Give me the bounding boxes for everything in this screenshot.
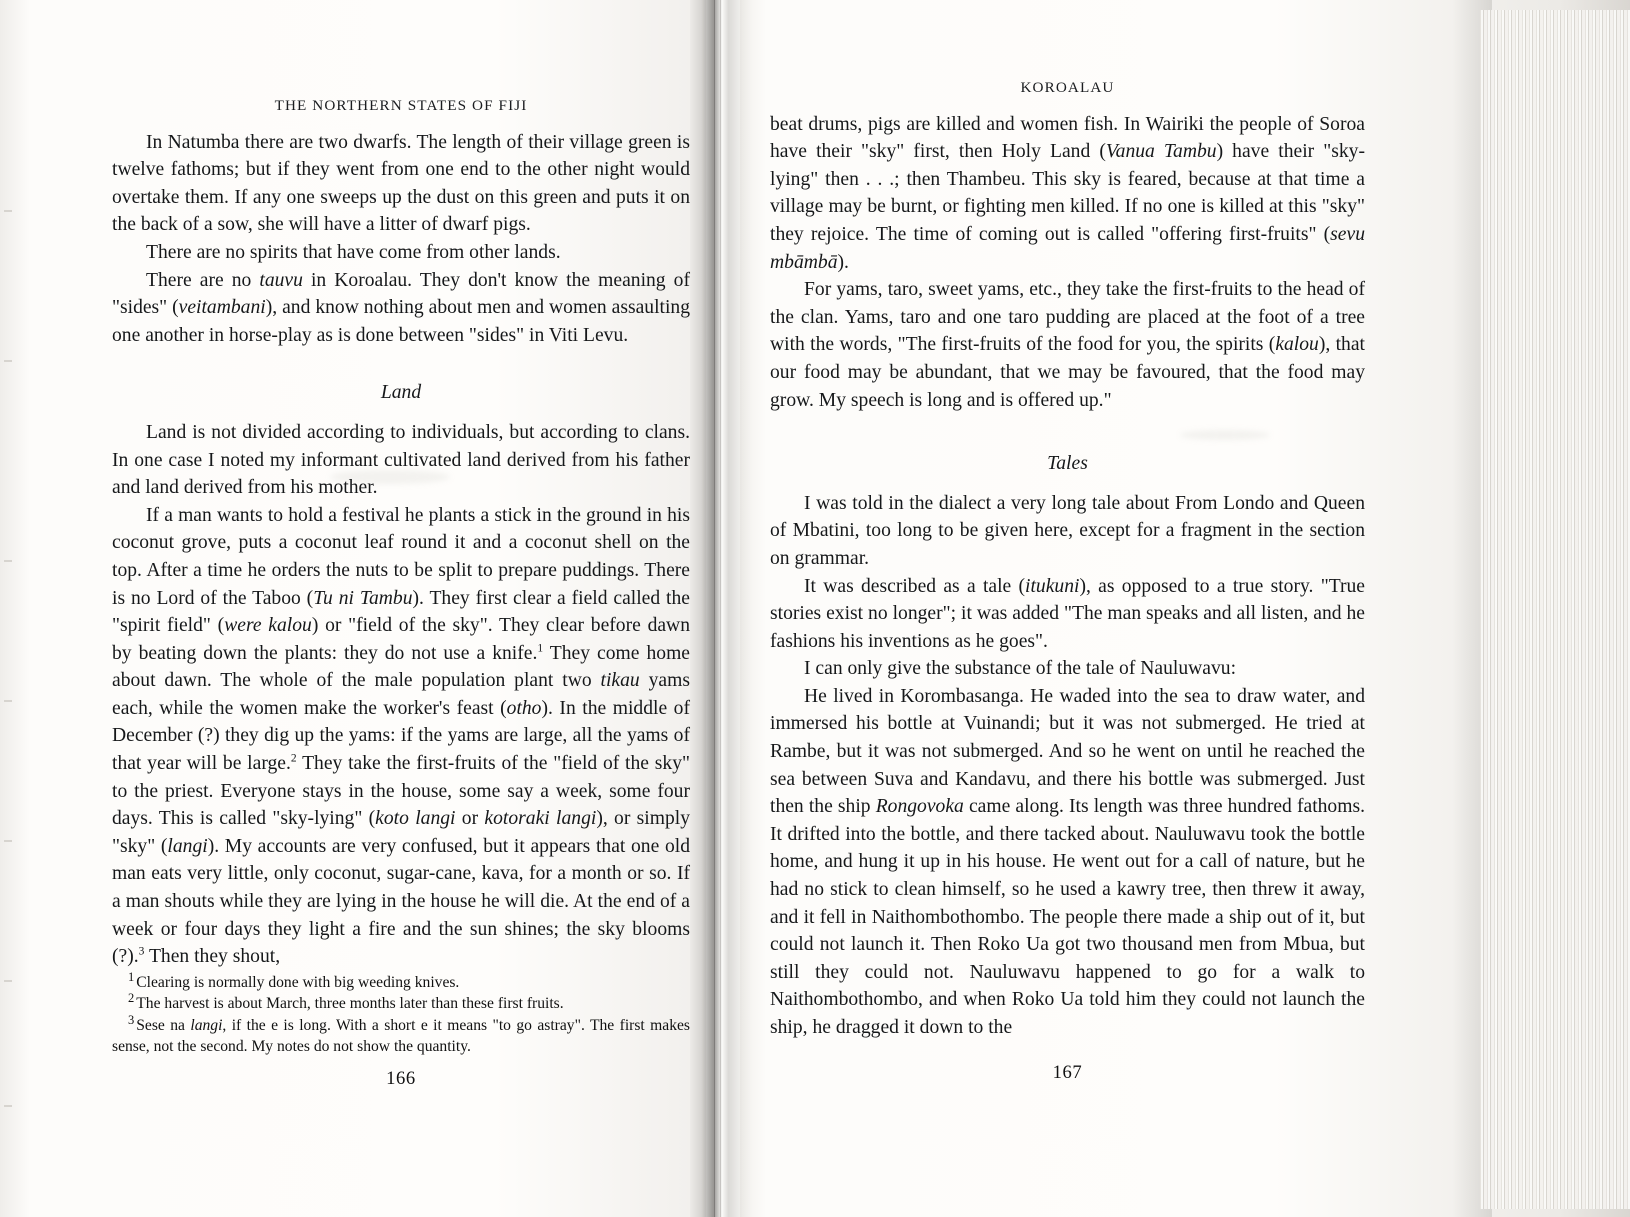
- left-page-column: [112, 92, 690, 971]
- footnote-marker-1: 1: [128, 969, 135, 984]
- footnote-item: [112, 969, 690, 993]
- footnote-item: [112, 993, 690, 1014]
- book-gutter: [690, 0, 752, 1217]
- paragraph: I was told in the dialect a very long tale about From Londo and Queen of Mbatini, too long to be given here, except for a fragment in the section on grammar.: [770, 492, 1365, 569]
- footnote-text: Sese na langi, if the e is long. With a short e it means "to go astray". The first makes sense, not the second. My notes do not show the quantity.: [112, 1016, 690, 1056]
- paragraph: There are no tauvu in Koroalau. They don't know the meaning of "sides" (veitambani), and know nothing about men and women assaulting one another in horse-play as is done between "sides" in Viti Levu.: [112, 269, 690, 346]
- paragraph: I can only give the substance of the tale of Nauluwavu:: [804, 658, 1237, 680]
- footnote-text: Clearing is normally done with big weeding knives.: [136, 974, 460, 991]
- paragraph: He lived in Korombasanga. He waded into the sea to draw water, and immersed his bottle at Vuinandi; but it was not submerged. He tried at Rambe, but it was not submerged. And so he went on until he reached the sea between Suva and Kandavu, and there his bottle was submerged. Just then the ship Rongovoka came along. Its length was three hundred fathoms. It drifted into the bottle, and there tacked about. Nauluwavu took the bottle home, and hung it up in his house. He went out for a call of nature, but he had no stick to clean himself, so he used a kawry tree, then threw it away, and it fell in Naithombothombo. The people there made a ship out of it, but could not launch it. Then Roko Ua got two thousand men from Mbua, but still they could not. Nauluwavu happened to go for a walk to Naithombothombo, and when Roko Ua told him they could not launch the ship, he dragged it down to the: [770, 685, 1365, 1038]
- paragraph: In Natumba there are two dwarfs. The length of their village green is twelve fathoms; but if they went from one end to the other night would overtake them. If any one sweeps up the dust on this green and puts it on the back of a sow, she will have a litter of dwarf pigs.: [112, 131, 690, 236]
- paragraph: For yams, taro, sweet yams, etc., they take the first-fruits to the head of the clan. Yams, taro and one taro pudding are placed at the foot of a tree with the words, "The first-fruits of the food for you, the spirits (kalou), that our food may be abundant, that we may be favoured, that the food may grow. My speech is long and is offered up.": [770, 279, 1365, 411]
- left-running-head: THE NORTHERN STATES OF FIJI: [274, 97, 528, 114]
- left-page-folio: 166: [386, 1068, 416, 1089]
- footnote-item: [112, 1012, 690, 1058]
- paragraph: If a man wants to hold a festival he plants a stick in the ground in his coconut grove, puts a coconut leaf round it and a coconut shell on the top. After a time he orders the nuts to be split to prepare puddings. There is no Lord of the Taboo (Tu ni Tambu). They first clear a field called the "spirit field" (were kalou) or "field of the sky". They clear before dawn by beating down the plants: they do not use a knife.$^1$ They come home about dawn. The whole of the male population plant two tikau yams each, while the women make the worker's feast (otho). In the middle of December (?) they dig up the yams: if the yams are large, all the yams of that year will be large.$^2$ They take the first-fruits of the "field of the sky" to the priest. Everyone stays in the house, some say a week, some four days. This is called "sky-lying" (koto langi or kotoraki langi), or simply "sky" (langi). My accounts are very confused, but it appears that one old man eats very little, only coconut, sugar-cane, kava, for a month or so. If a man shouts while they are lying in the house he will die. At the end of a week or four days they light a fire and the sun shines; the sky blooms (?).$^3$ Then they shout,: [112, 504, 691, 968]
- right-page-column: [770, 74, 1365, 1042]
- paragraph: There are no spirits that have come from other lands.: [146, 241, 561, 263]
- section-heading-land: Land: [380, 382, 422, 404]
- paragraph: It was described as a tale (itukuni), as opposed to a true story. "True stories exist no longer"; it was added "The man speaks and all listen, and he fashions his inventions as he goes".: [770, 575, 1365, 652]
- section-heading-tales: Tales: [1047, 453, 1088, 475]
- left-page-footnotes: [112, 969, 690, 1058]
- right-page-folio: 167: [1052, 1062, 1083, 1083]
- right-running-head: KOROALAU: [1020, 79, 1115, 96]
- paragraph: beat drums, pigs are killed and women fish. In Wairiki the people of Soroa have their "sky" first, then Holy Land (Vanua Tambu) have their "sky-lying" then . . .; then Thambeu. This sky is feared, because at that time a village may be burnt, or fighting men killed. If no one is killed at this "sky" they rejoice. The time of coming out is called "offering first-fruits" (sevu mbāmbā).: [770, 113, 1365, 273]
- footnote-marker-2: 2: [128, 991, 135, 1006]
- scan-margin-marks: [0, 0, 14, 1217]
- footnote-marker-3: 3: [128, 1012, 135, 1027]
- page-edge-stack: [1480, 10, 1630, 1209]
- paragraph: Land is not divided according to individuals, but according to clans. In one case I noted my informant cultivated land derived from his father and land derived from his mother.: [112, 421, 690, 499]
- footnote-text: The harvest is about March, three months later than these first fruits.: [136, 995, 564, 1013]
